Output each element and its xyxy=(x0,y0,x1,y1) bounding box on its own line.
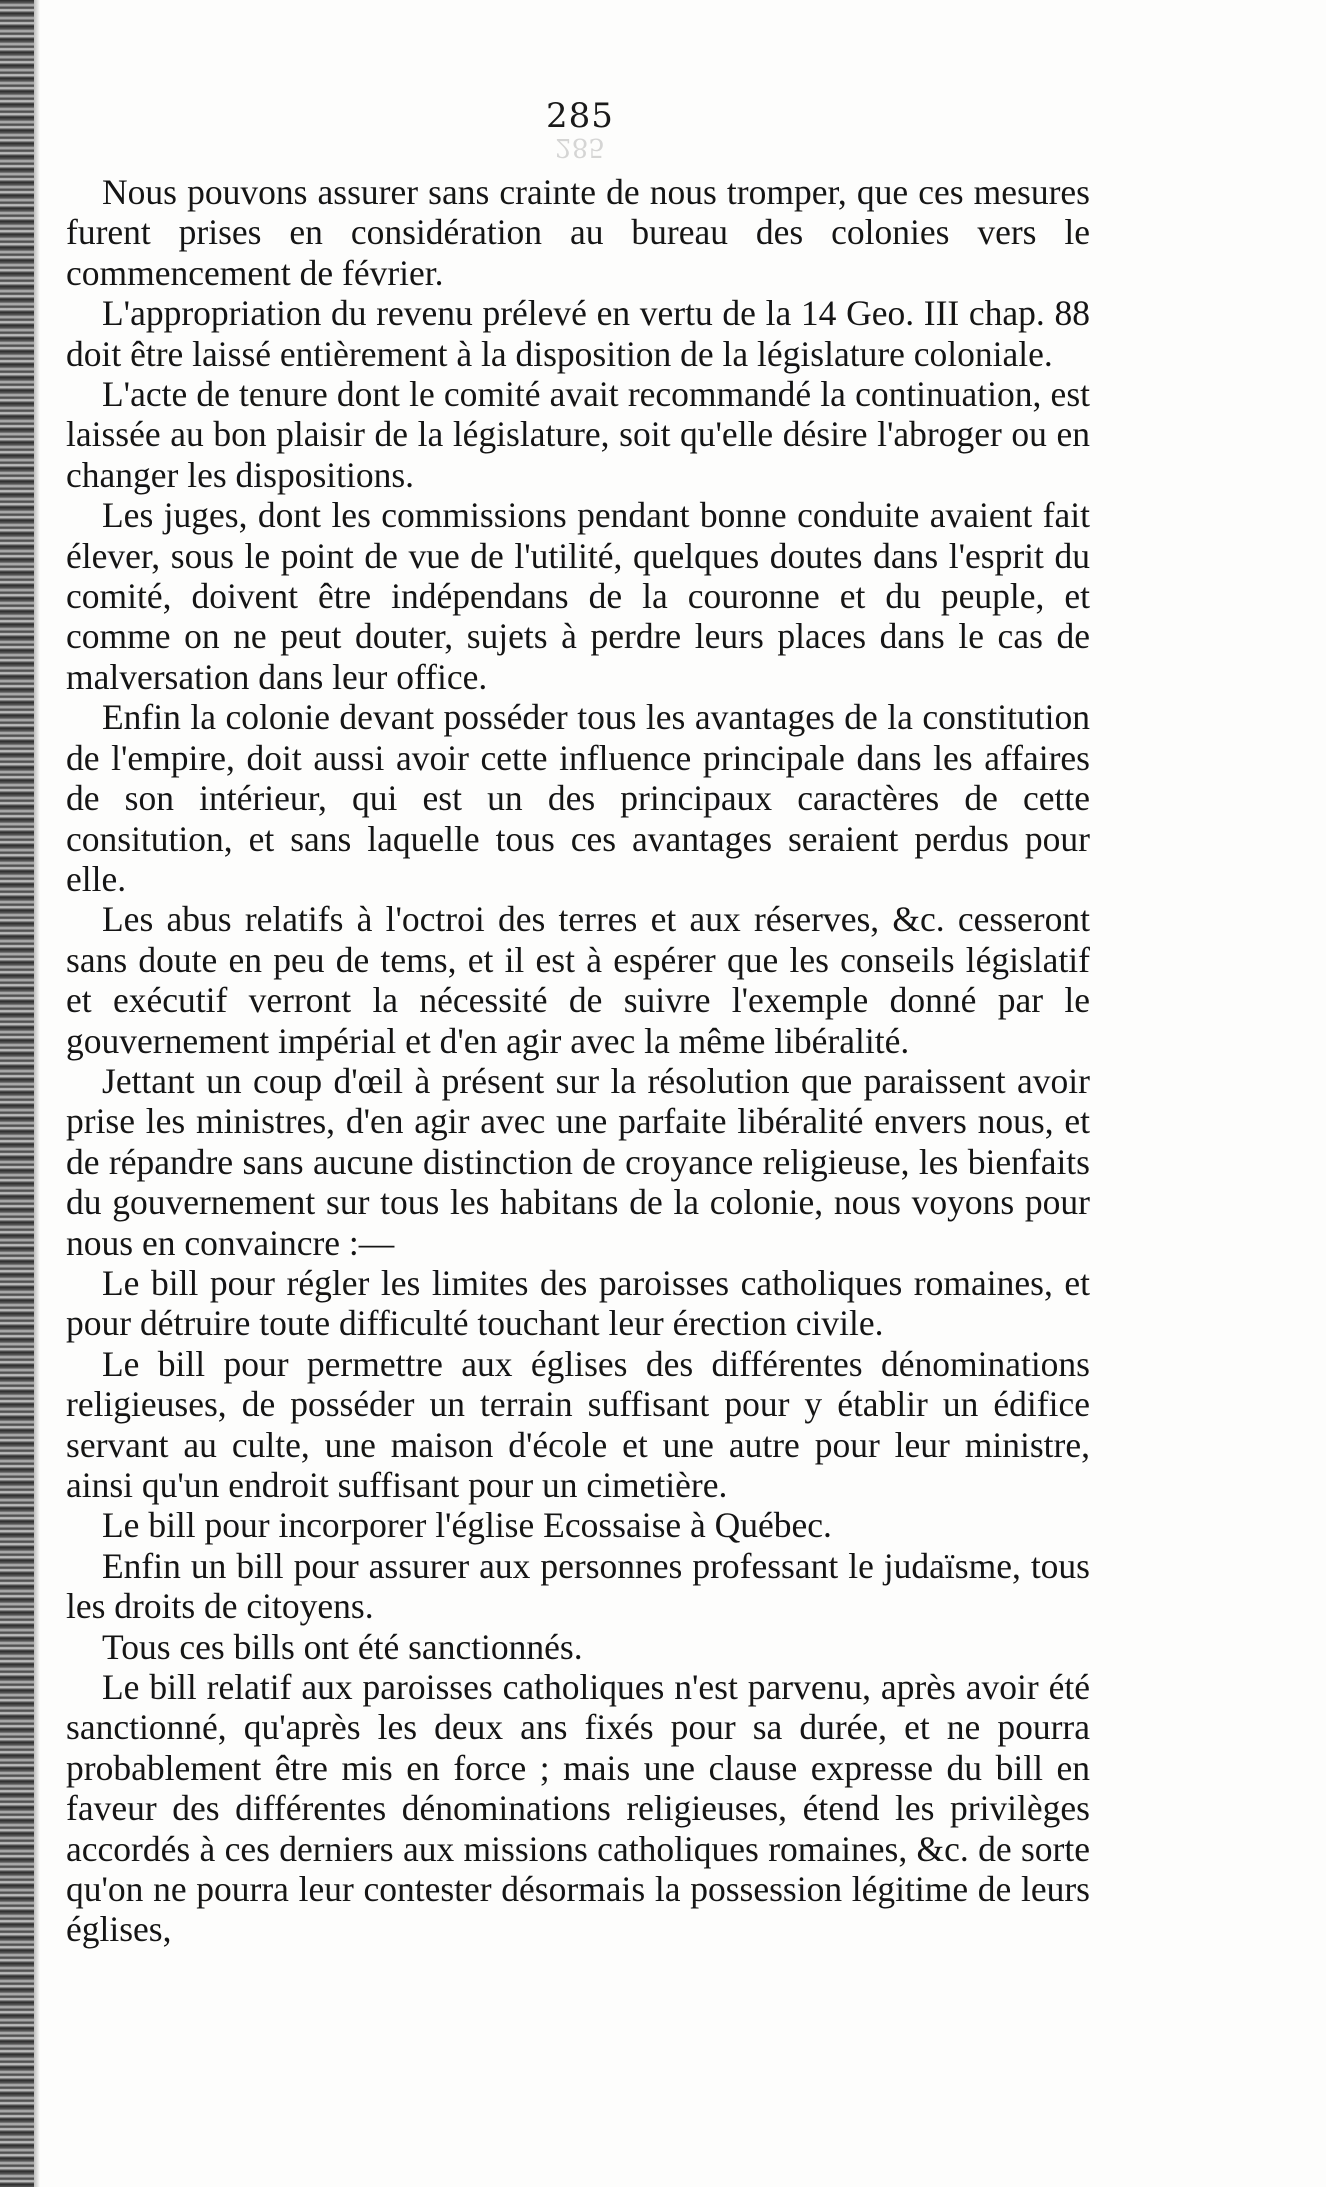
body-text xyxy=(66,172,1090,1950)
paragraph: L'appropriation du revenu prélevé en vertu de la 14 Geo. III chap. 88 doit être laissé entièrement à la disposition de la législature coloniale. xyxy=(66,293,1090,374)
paragraph: Nous pouvons assurer sans crainte de nous tromper, que ces mesures furent prises en considération au bureau des colonies vers le commencement de février. xyxy=(66,172,1090,293)
paragraph: Le bill pour incorporer l'église Ecossaise à Québec. xyxy=(102,1505,832,1546)
paragraph: L'acte de tenure dont le comité avait recommandé la continuation, est laissée au bon plaisir de la législature, soit qu'elle désire l'abroger ou en changer les dispositions. xyxy=(66,374,1090,495)
paragraph: Le bill relatif aux paroisses catholiques n'est parvenu, après avoir été sanctionné, qu'après les deux ans fixés pour sa durée, et ne pourra probablement être mis en force ; mais une clause expresse du bill en faveur des différentes dénominations religieuses, étend les privilèges accordés à ces derniers aux missions catholiques romaines, &c. de sorte qu'on ne pourra leur contester désormais la possession légitime de leurs églises, xyxy=(66,1667,1090,1950)
paragraph: Jettant un coup d'œil à présent sur la résolution que paraissent avoir prise les ministres, d'en agir avec une parfaite libéralité envers nous, et de répandre sans aucune distinction de croyance religieuse, les bienfaits du gouvernement sur tous les habitans de la colonie, nous voyons pour nous en convaincre :— xyxy=(66,1060,1090,1263)
paragraph: Enfin la colonie devant posséder tous les avantages de la constitution de l'empire, doit aussi avoir cette influence principale dans les affaires de son intérieur, qui est un des principaux caractères de cette consitution, et sans laquelle tous ces avantages seraient perdus pour elle. xyxy=(66,697,1090,899)
paragraph: Enfin un bill pour assurer aux personnes professant le judaïsme, tous les droits de citoyens. xyxy=(66,1545,1090,1627)
paragraph: Le bill pour régler les limites des paroisses catholiques romaines, et pour détruire toute difficulté touchant leur érection civile. xyxy=(66,1262,1090,1344)
page-number-bleed-through: 285 xyxy=(555,132,605,162)
page-number: 285 xyxy=(546,96,614,136)
paragraph: Les juges, dont les commissions pendant bonne conduite avaient fait élever, sous le point de vue de l'utilité, quelques doutes dans l'esprit du comité, doivent être indépendans de la couronne et du peuple, et comme on ne peut douter, sujets à perdre leurs places dans le cas de malversation dans leur office. xyxy=(66,495,1090,697)
book-binding-edge xyxy=(0,0,34,2187)
paragraph: Le bill pour permettre aux églises des différentes dénominations religieuses, de posséder un terrain suffisant pour y établir un édifice servant au culte, une maison d'école et une autre pour leur ministre, ainsi qu'un endroit suffisant pour un cimetière. xyxy=(66,1343,1090,1505)
paragraph: Tous ces bills ont été sanctionnés. xyxy=(102,1626,583,1667)
paragraph: Les abus relatifs à l'octroi des terres et aux réserves, &c. cesseront sans doute en peu de tems, et il est à espérer que les conseils législatif et exécutif verront la nécessité de suivre l'exemple donné par le gouvernement impérial et d'en agir avec la même libéralité. xyxy=(66,899,1090,1061)
